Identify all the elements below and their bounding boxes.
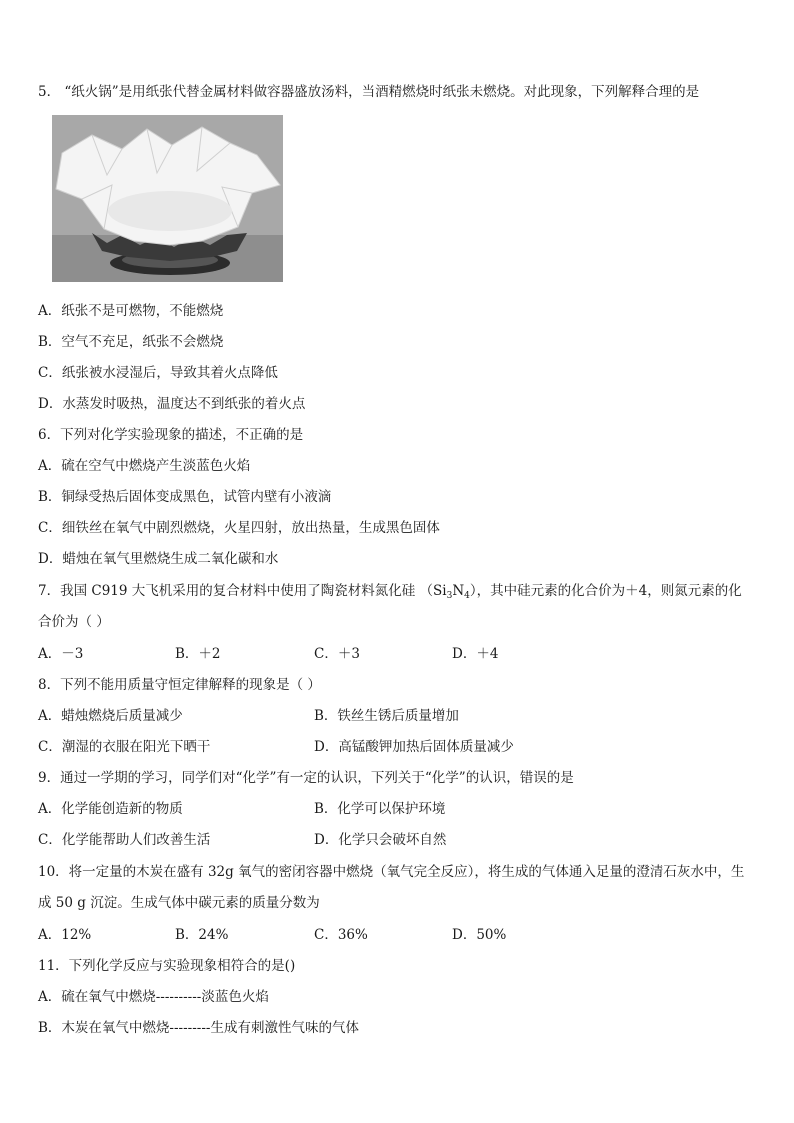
q7-stem-line2: 合价为（ ） (38, 614, 110, 630)
q11-option-b: B．木炭在氧气中燃烧---------生成有刺激性气味的气体 (38, 1020, 359, 1036)
paper-hotpot-photo (52, 115, 283, 282)
q7-stem (38, 582, 742, 605)
paper-hotpot-illustration (52, 115, 283, 282)
q7-nitrogen-symbol: N (452, 583, 465, 599)
q8-option-c: C．潮湿的衣服在阳光下晒干 (38, 739, 211, 755)
q11-option-a: A．硫在氧气中燃烧----------淡蓝色火焰 (38, 989, 269, 1005)
q8-option-a: A．蜡烛燃烧后质量减少 (38, 708, 183, 724)
q11-stem: 11．下列化学反应与实验现象相符合的是() (38, 958, 296, 974)
q6-option-d: D．蜡烛在氧气里燃烧生成二氧化碳和水 (38, 551, 279, 567)
q9-option-c: C．化学能帮助人们改善生活 (38, 832, 211, 848)
q7-option-d: D．＋4 (452, 646, 499, 662)
q9-option-a: A．化学能创造新的物质 (38, 801, 183, 817)
q8-option-b: B．铁丝生锈后质量增加 (314, 708, 459, 724)
q6-option-b: B．铜绿受热后固体变成黑色，试管内壁有小液滴 (38, 489, 332, 505)
q10-stem-line1: 10．将一定量的木炭在盛有 32g 氧气的密闭容器中燃烧（氧气完全反应），将生成的气体通入足量的澄清石灰水中，生 (38, 864, 745, 880)
q9-stem: 9．通过一学期的学习，同学们对“化学”有一定的认识，下列关于“化学”的认识，错误的是 (38, 770, 574, 786)
q6-option-a: A．硫在空气中燃烧产生淡蓝色火焰 (38, 458, 251, 474)
q5-option-c: C．纸张被水浸湿后，导致其着火点降低 (38, 365, 278, 381)
q7-option-b: B．＋2 (175, 646, 221, 662)
q10-stem-line2: 成 50 g 沉淀。生成气体中碳元素的质量分数为 (38, 895, 320, 911)
q10-option-b: B．24% (175, 927, 229, 943)
q6-option-c: C．细铁丝在氧气中剧烈燃烧，火星四射，放出热量，生成黑色固体 (38, 520, 440, 536)
q5-option-b: B．空气不充足，纸张不会燃烧 (38, 334, 224, 350)
q7-subscript-4: 4 (464, 591, 470, 601)
q10-option-a: A．12% (38, 927, 92, 943)
q8-option-d: D．高锰酸钾加热后固体质量减少 (314, 739, 514, 755)
q7-subscript-3: 3 (446, 591, 453, 601)
q6-stem: 6．下列对化学实验现象的描述，不正确的是 (38, 427, 304, 443)
q8-stem: 8．下列不能用质量守恒定律解释的现象是（ ） (38, 677, 321, 693)
q5-stem: 5． “纸火锅”是用纸张代替金属材料做容器盛放汤料，当酒精燃烧时纸张未燃烧。对此现象，下列解释合理的是 (38, 84, 700, 100)
q5-option-d: D．水蒸发时吸热，温度达不到纸张的着火点 (38, 396, 306, 412)
q9-option-b: B．化学可以保护环境 (314, 801, 446, 817)
q10-option-c: C．36% (314, 927, 368, 943)
q7-option-c: C．＋3 (314, 646, 360, 662)
q7-stem-text-1: 7．我国 C919 大飞机采用的复合材料中使用了陶瓷材料氮化硅 （Si (38, 583, 447, 599)
q7-stem-text-2: ），其中硅元素的化合价为＋4，则氮元素的化 (469, 583, 742, 599)
q7-option-a: A．－3 (38, 646, 84, 662)
q5-option-a: A．纸张不是可燃物，不能燃烧 (38, 303, 224, 319)
q10-option-d: D．50% (452, 927, 507, 943)
q9-option-d: D．化学只会破坏自然 (314, 832, 447, 848)
